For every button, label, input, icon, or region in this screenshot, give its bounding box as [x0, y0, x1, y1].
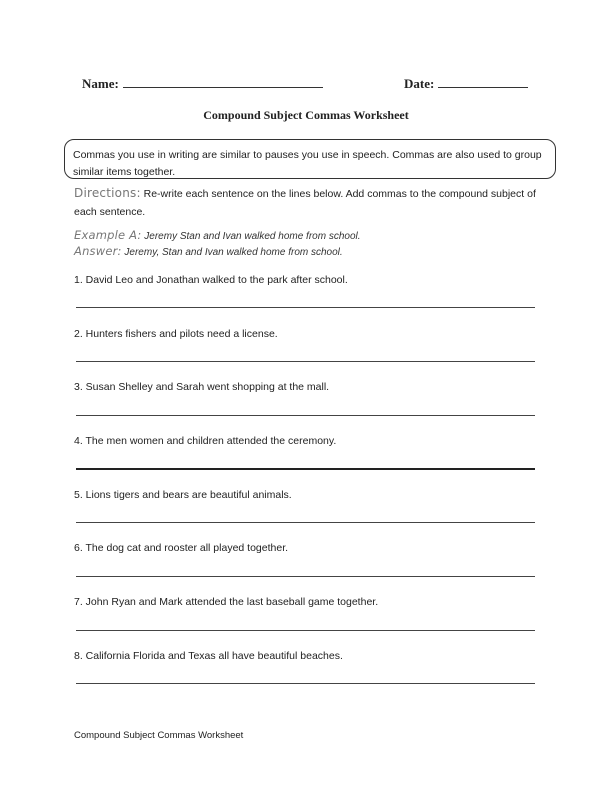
answer-line-1[interactable]	[76, 307, 535, 308]
question-4: 4. The men women and children attended the ceremony.	[74, 435, 337, 447]
answer-line-6[interactable]	[76, 576, 535, 577]
example-label: Example A:	[74, 228, 142, 242]
question-7: 7. John Ryan and Mark attended the last baseball game together.	[74, 596, 379, 608]
question-1: 1. David Leo and Jonathan walked to the park after school.	[74, 274, 348, 286]
directions-label: Directions:	[74, 186, 141, 200]
example-a	[74, 228, 361, 242]
example-text: Jeremy Stan and Ivan walked home from school.	[141, 231, 361, 242]
name-line[interactable]	[123, 75, 323, 88]
question-6: 6. The dog cat and rooster all played together.	[74, 542, 289, 554]
answer-line-8[interactable]	[76, 683, 535, 684]
answer-line-3[interactable]	[76, 415, 535, 416]
answer-line-2[interactable]	[76, 361, 535, 362]
directions-text: Re-write each sentence on the lines below. Add commas to the compound subject of each sentence.	[74, 188, 536, 218]
answer-line-4[interactable]	[76, 468, 535, 470]
answer-line-7[interactable]	[76, 630, 535, 631]
question-3: 3. Susan Shelley and Sarah went shopping at the mall.	[74, 381, 330, 393]
worksheet-title: Compound Subject Commas Worksheet	[203, 108, 409, 122]
footer-text: Compound Subject Commas Worksheet	[74, 730, 244, 741]
date-label: Date:	[404, 76, 435, 91]
directions	[74, 184, 544, 221]
answer-label: Answer:	[74, 244, 122, 258]
question-5: 5. Lions tigers and bears are beautiful animals.	[74, 489, 292, 501]
question-2: 2. Hunters fishers and pilots need a license.	[74, 328, 278, 340]
answer-text: Jeremy, Stan and Ivan walked home from school.	[121, 247, 343, 258]
date-line[interactable]	[438, 75, 528, 88]
answer-line-5[interactable]	[76, 522, 535, 523]
date-field[interactable]	[404, 75, 528, 92]
name-field[interactable]	[82, 75, 323, 92]
name-label: Name:	[82, 76, 119, 91]
question-8: 8. California Florida and Texas all have beautiful beaches.	[74, 650, 343, 662]
intro-box: Commas you use in writing are similar to pauses you use in speech. Commas are also used to group similar items together.	[64, 139, 556, 179]
example-answer	[74, 244, 343, 258]
